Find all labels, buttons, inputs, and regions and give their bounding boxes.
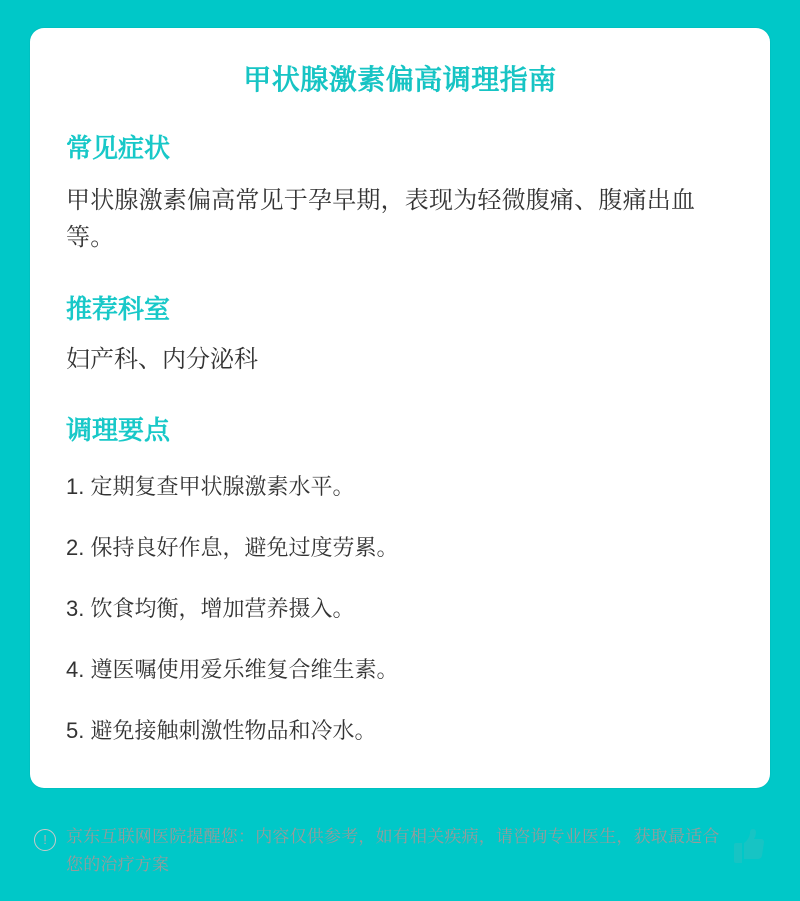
list-item: 4. 遵医嘱使用爱乐维复合维生素。 (66, 657, 399, 683)
thumbs-up-icon[interactable] (732, 827, 766, 865)
footer-disclaimer (0, 823, 800, 879)
list-item: 3. 饮食均衡，增加营养摄入。 (66, 596, 355, 622)
list-item: 5. 避免接触刺激性物品和冷水。 (66, 718, 377, 744)
section-text-symptoms: 甲状腺激素偏高常见于孕早期，表现为轻微腹痛、腹痛出血等。 (66, 187, 696, 252)
footer-text: 京东互联网医院提醒您：内容仅供参考，如有相关疾病，请咨询专业医生，获取最适合您的治疗方案 (66, 826, 720, 874)
info-icon: ! (34, 829, 56, 851)
section-heading-symptoms: 常见症状 (66, 133, 171, 164)
section-text-departments: 妇产科、内分泌科 (66, 346, 258, 374)
list-item: 2. 保持良好作息，避免过度劳累。 (66, 535, 399, 561)
page-title: 甲状腺激素偏高调理指南 (243, 64, 557, 95)
section-heading-tips: 调理要点 (66, 415, 171, 446)
section-heading-departments: 推荐科室 (66, 293, 171, 324)
tips-list (66, 470, 734, 747)
list-item: 1. 定期复查甲状腺激素水平。 (66, 474, 355, 500)
guide-card (30, 28, 770, 788)
